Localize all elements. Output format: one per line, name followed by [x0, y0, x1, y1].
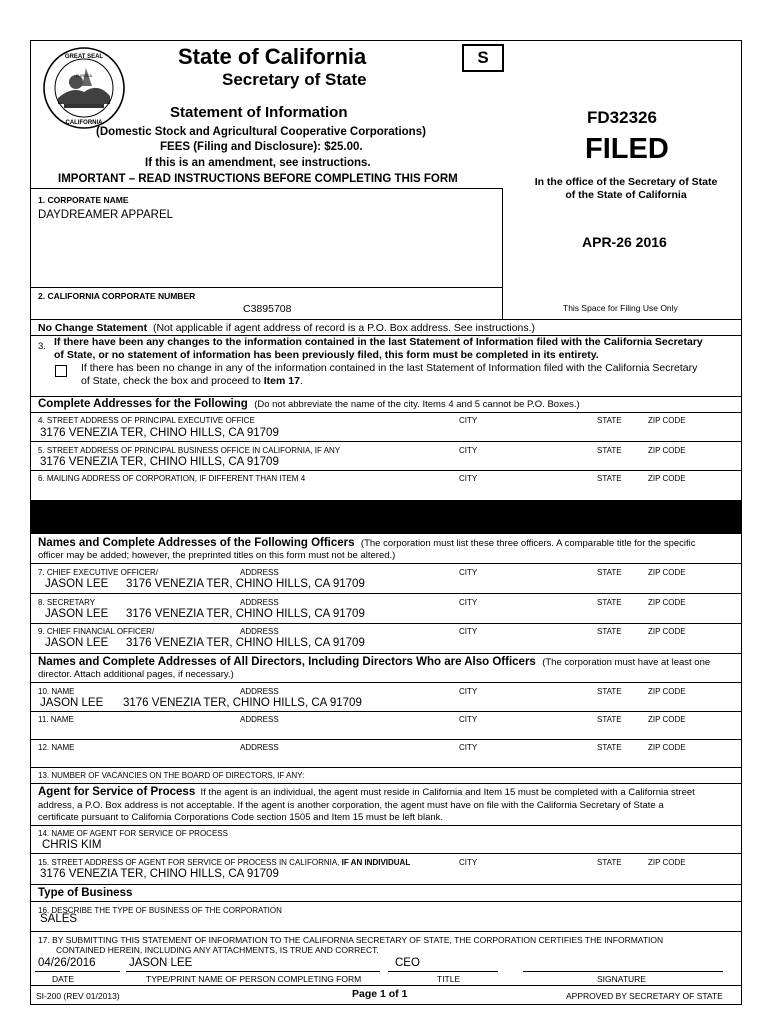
item16-label: 16. DESCRIBE THE TYPE OF BUSINESS OF THE CORPORATION [38, 906, 282, 915]
divider [31, 711, 741, 712]
city-label: CITY [459, 627, 478, 636]
item13-label: 13. NUMBER OF VACANCIES ON THE BOARD OF DIRECTORS, IF ANY: [38, 771, 305, 780]
state-label: STATE [597, 858, 622, 867]
item9-address[interactable]: 3176 VENEZIA TER, CHINO HILLS, CA 91709 [126, 637, 365, 649]
address-label: ADDRESS [240, 598, 279, 607]
divider [31, 682, 741, 683]
approved-note: APPROVED BY SECRETARY OF STATE [566, 991, 723, 1001]
item15-label: 15. STREET ADDRESS OF AGENT FOR SERVICE OF PROCESS IN CALIFORNIA, IF AN INDIVIDUAL [38, 858, 411, 867]
directors-heading: Names and Complete Addresses of All Directors, Including Directors Who are Also Officers (The corporation must have at least one [38, 656, 711, 668]
no-change-heading: No Change Statement (Not applicable if agent address of record is a P.O. Box address. See instructions.) [38, 322, 536, 334]
addresses-heading: Complete Addresses for the Following (Do not abbreviate the name of the city. Items 4 and 5 cannot be P.O. Boxes.) [38, 398, 580, 410]
filing-number: FD32326 [587, 108, 657, 127]
item10-label: 10. NAME [38, 687, 75, 696]
zip-label: ZIP CODE [648, 687, 686, 696]
domestic-note: (Domestic Stock and Agricultural Cooperative Corporations) [96, 126, 426, 138]
divider [31, 767, 741, 768]
officers-heading: Names and Complete Addresses of the Following Officers (The corporation must list these three officers. A comparable title for the specific [38, 537, 696, 549]
divider [31, 623, 741, 624]
state-label: STATE [597, 416, 622, 425]
statement-title: Statement of Information [170, 104, 348, 121]
item15-value[interactable]: 3176 VENEZIA TER, CHINO HILLS, CA 91709 [40, 868, 279, 880]
city-label: CITY [459, 687, 478, 696]
state-label: STATE [597, 715, 622, 724]
divider [31, 470, 741, 471]
corporate-name-value[interactable]: DAYDREAMER APPAREL [38, 209, 174, 221]
zip-label: ZIP CODE [648, 598, 686, 607]
item9-label: 9. CHIEF FINANCIAL OFFICER/ [38, 627, 155, 636]
svg-text:GREAT SEAL: GREAT SEAL [64, 54, 104, 60]
page-title: State of California [178, 44, 367, 69]
corporate-number-value[interactable]: C3895708 [243, 303, 292, 315]
svg-text:CALIFORNIA: CALIFORNIA [65, 120, 103, 126]
important-note: IMPORTANT – READ INSTRUCTIONS BEFORE COMPLETING THIS FORM [58, 173, 458, 185]
item14-value[interactable]: CHRIS KIM [42, 839, 102, 851]
city-label: CITY [459, 446, 478, 455]
certify-name-value[interactable]: JASON LEE [129, 957, 193, 969]
signature-line[interactable] [523, 971, 723, 972]
city-label: CITY [459, 715, 478, 724]
filing-date: APR-26 2016 [582, 234, 667, 250]
item7-label: 7. CHIEF EXECUTIVE OFFICER/ [38, 568, 159, 577]
date-label: DATE [52, 974, 75, 984]
item6-label: 6. MAILING ADDRESS OF CORPORATION, IF DIFFERENT THAN ITEM 4 [38, 474, 306, 483]
divider [31, 853, 741, 854]
zip-label: ZIP CODE [648, 416, 686, 425]
address-label: ADDRESS [240, 627, 279, 636]
filing-office-line1: In the office of the Secretary of State [534, 176, 718, 188]
item12-label: 12. NAME [38, 743, 75, 752]
zip-label: ZIP CODE [648, 858, 686, 867]
zip-label: ZIP CODE [648, 474, 686, 483]
agent-note3: certificate pursuant to California Corporations Code section 1505 and Item 15 must be left blank. [38, 812, 444, 823]
state-label: STATE [597, 568, 622, 577]
item8-label: 8. SECRETARY [38, 598, 96, 607]
item14-label: 14. NAME OF AGENT FOR SERVICE OF PROCESS [38, 829, 228, 838]
address-label: ADDRESS [240, 568, 279, 577]
divider [31, 593, 741, 594]
address-label: ADDRESS [240, 743, 279, 752]
no-change-line2: of State, or no statement of information has been previously filed, this form must be completed in its entirety. [54, 349, 599, 361]
item9-name[interactable]: JASON LEE [45, 637, 109, 649]
corporate-name-label: 1. CORPORATE NAME [38, 195, 129, 205]
item4-value[interactable]: 3176 VENEZIA TER, CHINO HILLS, CA 91709 [40, 427, 279, 439]
state-label: STATE [597, 446, 622, 455]
city-label: CITY [459, 858, 478, 867]
agent-note2: address, a P.O. Box address is not acceptable. If the agent is another corporation, the agent must have on file with the California Secretary of State a [38, 800, 664, 811]
state-label: STATE [597, 474, 622, 483]
city-label: CITY [459, 474, 478, 483]
city-label: CITY [459, 568, 478, 577]
certify-title-value[interactable]: CEO [395, 957, 420, 969]
svg-text:EUREKA: EUREKA [75, 73, 93, 78]
divider [31, 319, 741, 320]
page-subtitle: Secretary of State [222, 70, 367, 89]
filing-status: FILED [585, 133, 669, 165]
form-letter-box: S [462, 44, 504, 72]
officers-note: officer may be added; however, the preprinted titles on this form must not be altered.) [38, 550, 396, 561]
corporate-number-label: 2. CALIFORNIA CORPORATE NUMBER [38, 291, 196, 301]
directors-note: director. Attach additional pages, if necessary.) [38, 669, 234, 680]
zip-label: ZIP CODE [648, 568, 686, 577]
item5-value[interactable]: 3176 VENEZIA TER, CHINO HILLS, CA 91709 [40, 456, 279, 468]
address-label: ADDRESS [240, 715, 279, 724]
state-label: STATE [597, 743, 622, 752]
divider [31, 441, 741, 442]
state-label: STATE [597, 627, 622, 636]
no-change-line4: of State, check the box and proceed to Item 17. [81, 375, 303, 387]
certify-line1: 17. BY SUBMITTING THIS STATEMENT OF INFORMATION TO THE CALIFORNIA SECRETARY OF STATE, THE CORPORATION CERTIFIES THE INFORMATION [38, 935, 664, 945]
divider [31, 825, 741, 826]
divider [31, 653, 741, 654]
divider [31, 412, 741, 413]
no-change-checkbox[interactable] [55, 365, 67, 377]
zip-label: ZIP CODE [648, 715, 686, 724]
item8-address[interactable]: 3176 VENEZIA TER, CHINO HILLS, CA 91709 [126, 608, 365, 620]
title-label: TITLE [437, 974, 461, 984]
item4-label: 4. STREET ADDRESS OF PRINCIPAL EXECUTIVE OFFICE [38, 416, 255, 425]
divider [31, 783, 741, 784]
divider [31, 884, 741, 885]
zip-label: ZIP CODE [648, 743, 686, 752]
agent-heading: Agent for Service of Process If the agent is an individual, the agent must reside in California and Item 15 must be completed with a California street [38, 786, 695, 798]
certify-date-value[interactable]: 04/26/2016 [38, 957, 96, 969]
divider [31, 931, 741, 932]
name-line [126, 971, 380, 972]
divider [31, 396, 741, 397]
state-seal-icon [42, 46, 126, 130]
amendment-note: If this is an amendment, see instructions. [145, 157, 371, 169]
page-number: Page 1 of 1 [352, 988, 408, 1000]
address-label: ADDRESS [240, 687, 279, 696]
state-label: STATE [597, 598, 622, 607]
zip-label: ZIP CODE [648, 446, 686, 455]
item16-value[interactable]: SALES [40, 913, 78, 925]
item7-address[interactable]: 3176 VENEZIA TER, CHINO HILLS, CA 91709 [126, 578, 365, 590]
certify-line2: CONTAINED HEREIN, INCLUDING ANY ATTACHMENTS, IS TRUE AND CORRECT. [56, 945, 379, 955]
redaction-bar [31, 500, 741, 534]
form-id: SI-200 (REV 01/2013) [36, 991, 120, 1001]
filing-office-line2: of the State of California [565, 189, 687, 201]
name-label: TYPE/PRINT NAME OF PERSON COMPLETING FORM [146, 974, 362, 984]
divider [31, 563, 741, 564]
item8-name[interactable]: JASON LEE [45, 608, 109, 620]
city-label: CITY [459, 416, 478, 425]
signature-label: SIGNATURE [597, 974, 646, 984]
divider [31, 985, 741, 986]
title-line [388, 971, 498, 972]
state-label: STATE [597, 687, 622, 696]
item5-label: 5. STREET ADDRESS OF PRINCIPAL BUSINESS OFFICE IN CALIFORNIA, IF ANY [38, 446, 341, 455]
filing-space-note: This Space for Filing Use Only [563, 303, 678, 313]
date-line [35, 971, 120, 972]
no-change-line1: If there have been any changes to the information contained in the last Statement of Information filed with the California Secretary [54, 336, 703, 348]
city-label: CITY [459, 598, 478, 607]
item11-label: 11. NAME [38, 715, 74, 724]
business-heading: Type of Business [38, 887, 133, 899]
divider [31, 901, 741, 902]
item10-address[interactable]: 3176 VENEZIA TER, CHINO HILLS, CA 91709 [123, 697, 362, 709]
fees-note: FEES (Filing and Disclosure): $25.00. [160, 141, 363, 153]
divider [31, 739, 741, 740]
item3-number: 3. [38, 341, 46, 352]
city-label: CITY [459, 743, 478, 752]
zip-label: ZIP CODE [648, 627, 686, 636]
item10-name[interactable]: JASON LEE [40, 697, 104, 709]
item7-name[interactable]: JASON LEE [45, 578, 109, 590]
no-change-line3: If there has been no change in any of the information contained in the last Statement of Information filed with the California Secretary [81, 362, 698, 374]
